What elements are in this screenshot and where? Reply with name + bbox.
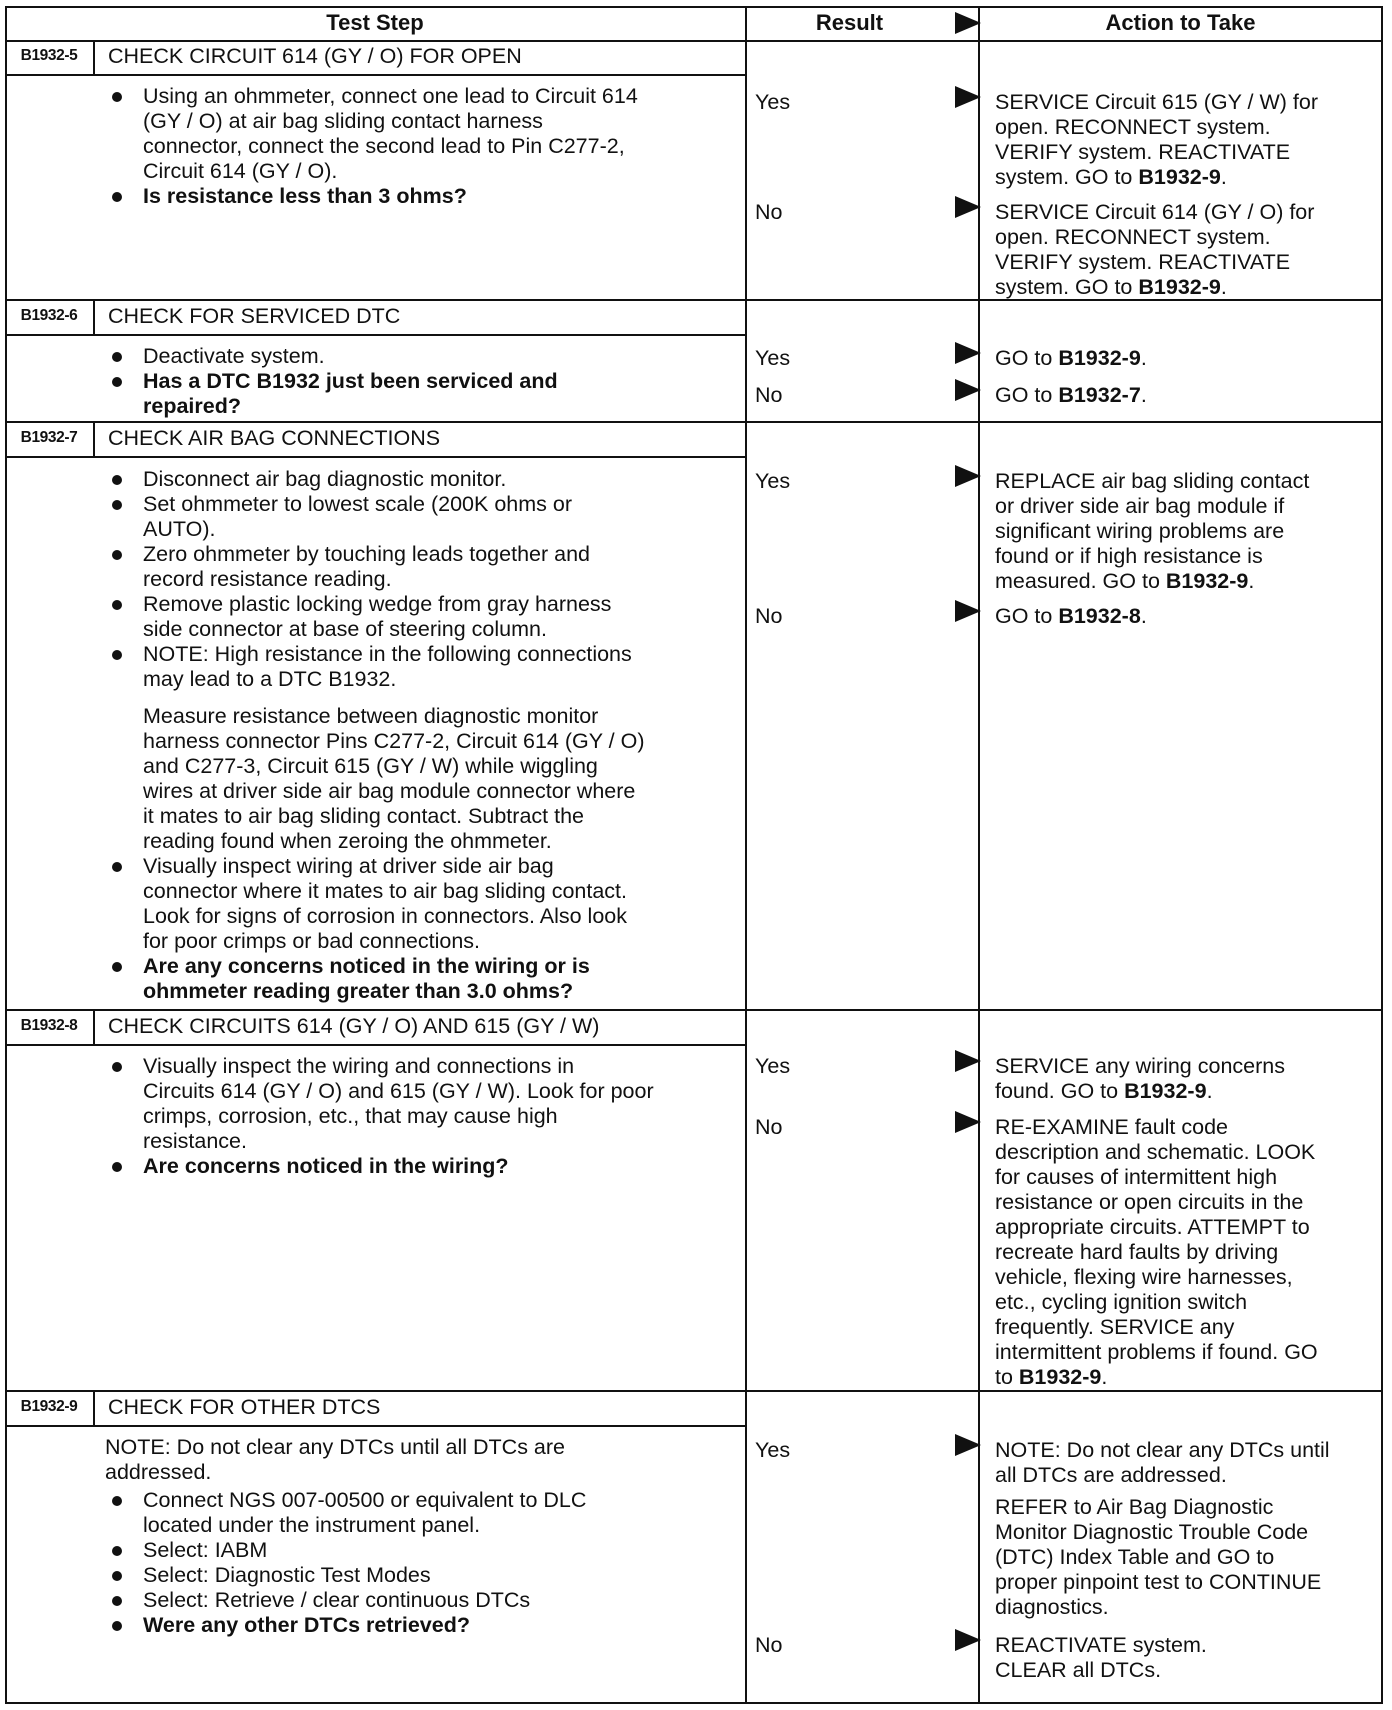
step-text: Circuits 614 (GY / O) and 615 (GY / W). Look for poor bbox=[143, 1079, 654, 1103]
step-text: and C277-3, Circuit 615 (GY / W) while wiggling bbox=[143, 754, 598, 778]
bullet-icon bbox=[112, 1621, 122, 1631]
bullet-icon bbox=[112, 1596, 122, 1606]
step-text: Using an ohmmeter, connect one lead to Circuit 614 bbox=[143, 84, 638, 108]
column-divider-step-result bbox=[745, 6, 747, 1704]
result-yes: Yes bbox=[755, 90, 791, 114]
step-text: Set ohmmeter to lowest scale (200K ohms or bbox=[143, 492, 572, 516]
table-bottom-border bbox=[5, 1702, 1383, 1704]
step-text: (GY / O) at air bag sliding contact harness bbox=[143, 109, 543, 133]
table-left-border bbox=[5, 6, 7, 1704]
step-text: harness connector Pins C277-2, Circuit 614 (GY / O) bbox=[143, 729, 645, 753]
step-text: AUTO). bbox=[143, 517, 216, 541]
step-id: B1932-6 bbox=[20, 307, 78, 324]
result-yes: Yes bbox=[755, 469, 791, 493]
step-title-border bbox=[5, 1425, 745, 1427]
arrow-right-icon bbox=[955, 1050, 981, 1072]
step-title: CHECK FOR SERVICED DTC bbox=[108, 304, 401, 328]
step-note: addressed. bbox=[105, 1460, 212, 1484]
step-id: B1932-9 bbox=[20, 1398, 78, 1415]
step-title-border bbox=[5, 74, 745, 76]
bullet-icon bbox=[112, 962, 122, 972]
step-text: Circuit 614 (GY / O). bbox=[143, 159, 338, 183]
step-question: Were any other DTCs retrieved? bbox=[143, 1613, 470, 1637]
step-question: Is resistance less than 3 ohms? bbox=[143, 184, 467, 208]
bullet-icon bbox=[112, 862, 122, 872]
step-title-border bbox=[5, 334, 745, 336]
result-no: No bbox=[755, 200, 783, 224]
bullet-icon bbox=[112, 1162, 122, 1172]
result-yes: Yes bbox=[755, 346, 791, 370]
step-text: it mates to air bag sliding contact. Subtract the bbox=[143, 804, 584, 828]
action-yes: REPLACE air bag sliding contact or driver side air bag module if significant wiring problems are found or if high resistance is measured. GO to B1932-9. bbox=[995, 469, 1310, 593]
action-yes: REFER to Air Bag Diagnostic Monitor Diagnostic Trouble Code (DTC) Index Table and GO to proper pinpoint test to CONTINUE diagnostics. bbox=[995, 1495, 1322, 1619]
step-text: side connector at base of steering column. bbox=[143, 617, 547, 641]
arrow-right-icon bbox=[955, 1629, 981, 1651]
step-id: B1932-7 bbox=[20, 429, 78, 446]
step-text: Measure resistance between diagnostic monitor bbox=[143, 704, 599, 728]
action-no: GO to B1932-8. bbox=[995, 604, 1147, 628]
step-text: wires at driver side air bag module connector where bbox=[143, 779, 636, 803]
arrow-right-icon bbox=[955, 86, 981, 108]
step-text: may lead to a DTC B1932. bbox=[143, 667, 397, 691]
bullet-icon bbox=[112, 352, 122, 362]
bullet-icon bbox=[112, 1546, 122, 1556]
header-result: Result bbox=[815, 10, 884, 35]
result-no: No bbox=[755, 1633, 783, 1657]
result-no: No bbox=[755, 604, 783, 628]
step-text: NOTE: High resistance in the following connections bbox=[143, 642, 632, 666]
arrow-right-icon bbox=[955, 379, 981, 401]
action-yes: SERVICE Circuit 615 (GY / W) for open. RECONNECT system. VERIFY system. REACTIVATE system. GO to B1932-9. bbox=[995, 90, 1318, 189]
header-action: Action to Take bbox=[1105, 10, 1256, 35]
action-yes: SERVICE any wiring concerns found. GO to B1932-9. bbox=[995, 1054, 1285, 1103]
bullet-icon bbox=[112, 92, 122, 102]
result-yes: Yes bbox=[755, 1054, 791, 1078]
step-text: Select: IABM bbox=[143, 1538, 268, 1562]
step-note: NOTE: Do not clear any DTCs until all DTCs are bbox=[105, 1435, 565, 1459]
step-title: CHECK CIRCUITS 614 (GY / O) AND 615 (GY / W) bbox=[108, 1014, 600, 1038]
step-text: Deactivate system. bbox=[143, 344, 325, 368]
action-no: REACTIVATE system. CLEAR all DTCs. bbox=[995, 1633, 1207, 1682]
bullet-icon bbox=[112, 192, 122, 202]
bullet-icon bbox=[112, 600, 122, 610]
header-arrow-icon bbox=[955, 12, 981, 34]
step-title-border bbox=[5, 1044, 745, 1046]
bullet-icon bbox=[112, 1062, 122, 1072]
step-question: repaired? bbox=[143, 394, 241, 418]
bullet-icon bbox=[112, 475, 122, 485]
step-text: resistance. bbox=[143, 1129, 247, 1153]
step-text: record resistance reading. bbox=[143, 567, 392, 591]
result-no: No bbox=[755, 383, 783, 407]
step-id-divider bbox=[93, 1392, 95, 1425]
step-text: reading found when zeroing the ohmmeter. bbox=[143, 829, 552, 853]
bullet-icon bbox=[112, 1571, 122, 1581]
step-title: CHECK FOR OTHER DTCS bbox=[108, 1395, 381, 1419]
step-title: CHECK CIRCUIT 614 (GY / O) FOR OPEN bbox=[108, 44, 522, 68]
step-id: B1932-8 bbox=[20, 1017, 78, 1034]
action-yes: GO to B1932-9. bbox=[995, 346, 1147, 370]
step-text: Disconnect air bag diagnostic monitor. bbox=[143, 467, 507, 491]
header-test-step: Test Step bbox=[326, 10, 424, 35]
step-text: located under the instrument panel. bbox=[143, 1513, 481, 1537]
arrow-right-icon bbox=[955, 196, 981, 218]
arrow-right-icon bbox=[955, 1111, 981, 1133]
action-no: GO to B1932-7. bbox=[995, 383, 1147, 407]
step-question: ohmmeter reading greater than 3.0 ohms? bbox=[143, 979, 574, 1003]
step-text: crimps, corrosion, etc., that may cause high bbox=[143, 1104, 558, 1128]
step-text: Remove plastic locking wedge from gray harness bbox=[143, 592, 612, 616]
bullet-icon bbox=[112, 500, 122, 510]
result-yes: Yes bbox=[755, 1438, 791, 1462]
step-text: Connect NGS 007-00500 or equivalent to DLC bbox=[143, 1488, 587, 1512]
step-text: Visually inspect the wiring and connections in bbox=[143, 1054, 575, 1078]
bullet-icon bbox=[112, 1496, 122, 1506]
step-text: Select: Diagnostic Test Modes bbox=[143, 1563, 431, 1587]
table-right-border bbox=[1381, 6, 1383, 1704]
action-yes-note: NOTE: Do not clear any DTCs until all DTCs are addressed. bbox=[995, 1438, 1330, 1487]
action-no: RE-EXAMINE fault code description and schematic. LOOK for causes of intermittent high resistance or open circuits in the appropriate circuits. ATTEMPT to recreate hard faults by driving vehicle, flexing wire harnesses, etc., cycling ignition switch frequently. SERVICE any intermittent problems if found. GO to B1932-9. bbox=[995, 1115, 1318, 1389]
bullet-icon bbox=[112, 650, 122, 660]
step-title-border bbox=[5, 456, 745, 458]
step-id-divider bbox=[93, 41, 95, 74]
step-text: Select: Retrieve / clear continuous DTCs bbox=[143, 1588, 531, 1612]
step-text: connector where it mates to air bag sliding contact. bbox=[143, 879, 628, 903]
step-text: Zero ohmmeter by touching leads together and bbox=[143, 542, 590, 566]
bullet-icon bbox=[112, 550, 122, 560]
step-question: Are any concerns noticed in the wiring or is bbox=[143, 954, 590, 978]
result-no: No bbox=[755, 1115, 783, 1139]
step-id-divider bbox=[93, 423, 95, 456]
diagnostic-test-table bbox=[5, 6, 1383, 1704]
arrow-right-icon bbox=[955, 342, 981, 364]
bullet-icon bbox=[112, 377, 122, 387]
step-text: connector, connect the second lead to Pin C277-2, bbox=[143, 134, 625, 158]
step-text: Look for signs of corrosion in connectors. Also look bbox=[143, 904, 628, 928]
step-id-divider bbox=[93, 1011, 95, 1044]
action-no: SERVICE Circuit 614 (GY / O) for open. RECONNECT system. VERIFY system. REACTIVATE system. GO to B1932-9. bbox=[995, 200, 1315, 299]
step-question: Has a DTC B1932 just been serviced and bbox=[143, 369, 558, 393]
step-id: B1932-5 bbox=[20, 47, 78, 64]
step-text: Visually inspect wiring at driver side air bag bbox=[143, 854, 554, 878]
arrow-right-icon bbox=[955, 600, 981, 622]
step-text: for poor crimps or bad connections. bbox=[143, 929, 480, 953]
step-question: Are concerns noticed in the wiring? bbox=[143, 1154, 509, 1178]
step-id-divider bbox=[93, 301, 95, 334]
arrow-right-icon bbox=[955, 465, 981, 487]
step-title: CHECK AIR BAG CONNECTIONS bbox=[108, 426, 441, 450]
arrow-right-icon bbox=[955, 1434, 981, 1456]
